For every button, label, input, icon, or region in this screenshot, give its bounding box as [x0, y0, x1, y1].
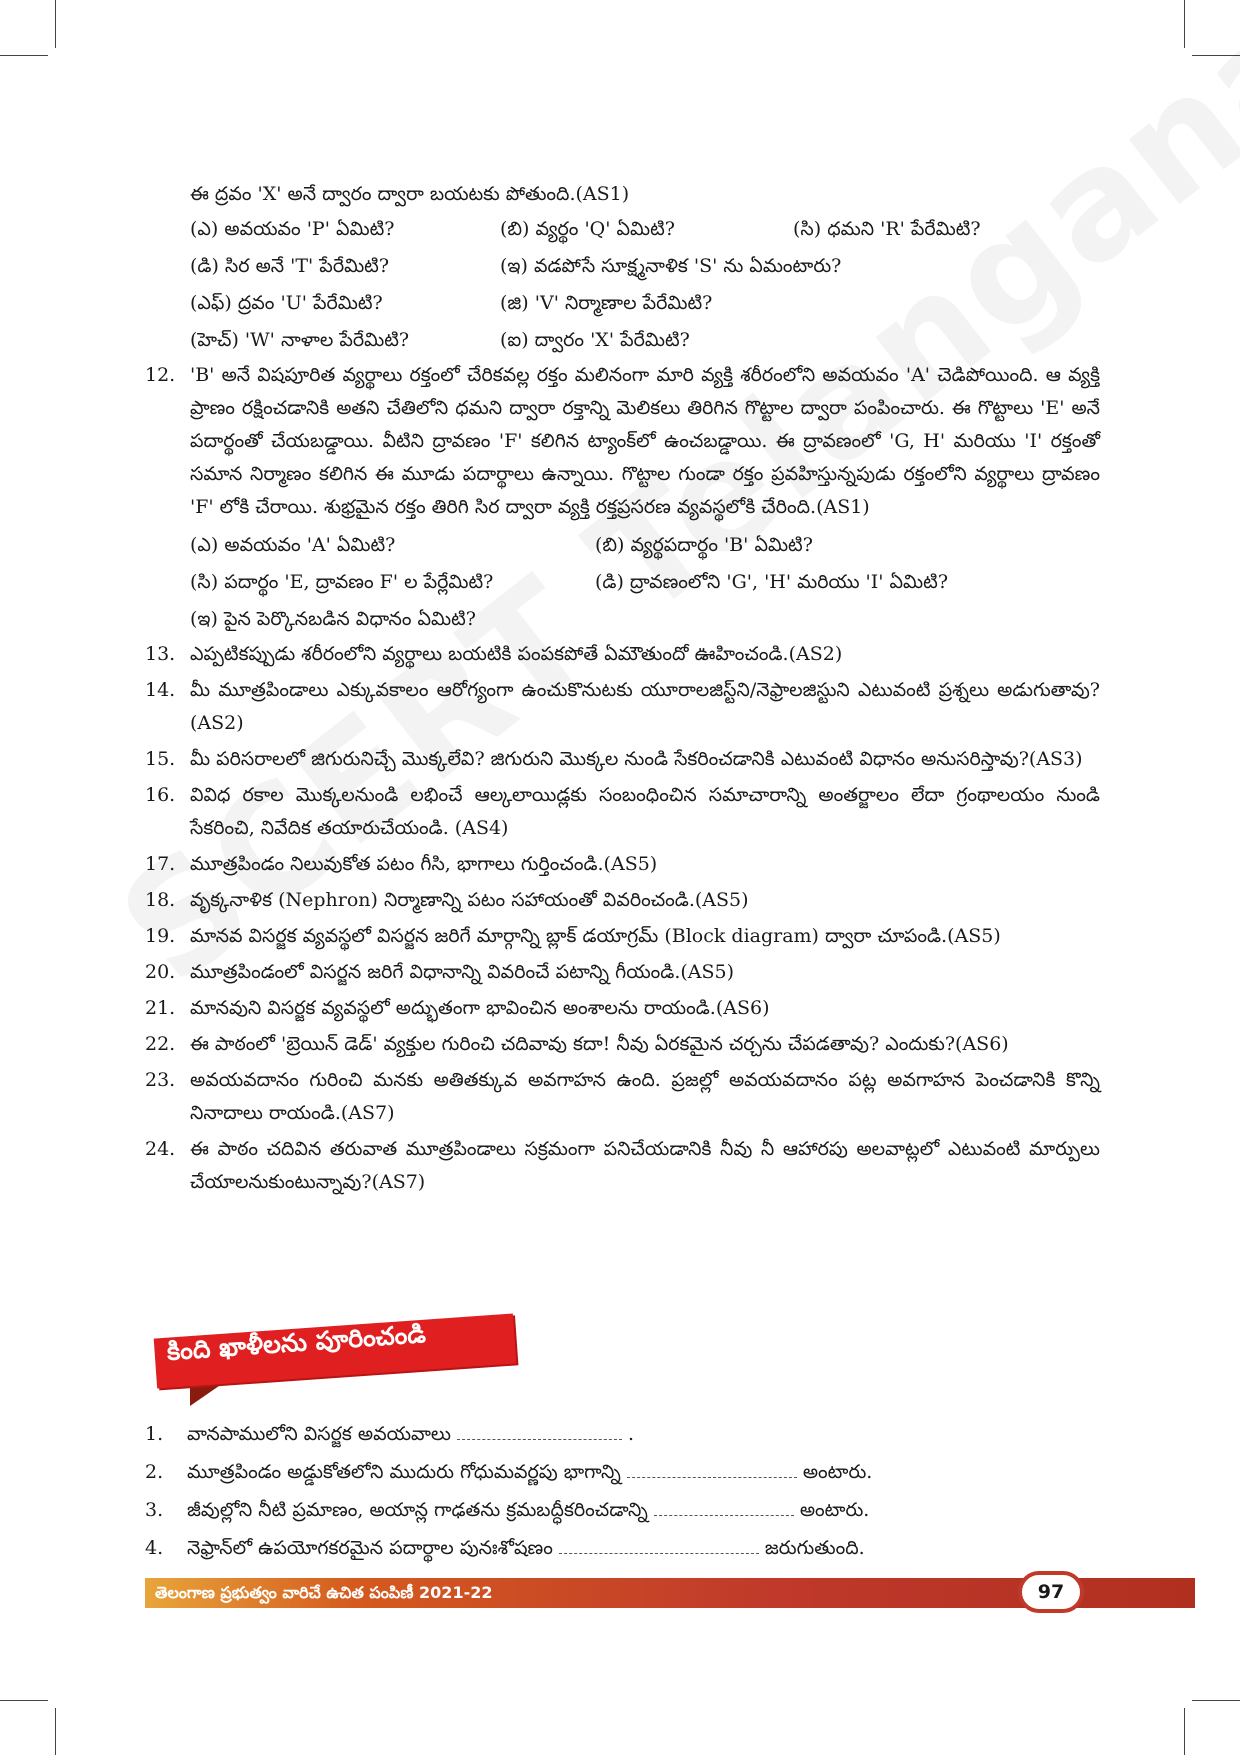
question-text: 'B' అనే విషపూరిత వ్యర్థాలు రక్తంలో చేరికవల్ల రక్తం మలినంగా మారి వ్యక్తి శరీరంలోని అవయవం 'A' చెడిపోయింది. ఆ వ్యక్తి ప్రాణం రక్షించడానికి అతని చేతిలోని ధమని ద్వారా రక్తాన్ని మెలికలు తిరిగిన గొట్టాల ద్వారా పంపించారు. ఈ గొట్టాలు 'E' అనే పదార్థంతో చేయబడ్డాయి. వీటిని ద్రావణం 'F' కలిగిన ట్యాంక్‌లో ఉంచబడ్డాయి. ఈ ద్రావణంలో 'G, H' మరియు 'I' రక్తంతో సమాన నిర్మాణం కలిగిన ఈ మూడు పదార్థాలు ఉన్నాయి. గొట్టాల గుండా రక్తం ప్రవహిస్తున్నపుడు రక్తంలోని వ్యర్థాలు ద్రావణం 'F' లోకి చేరాయి. శుభ్రమైన రక్తం తిరిగి సిర ద్వారా వ్యక్తి రక్తప్రసరణ వ్యవస్థలోకి చేరింది.(AS1) — [190, 364, 1100, 518]
question-14 — [145, 674, 1100, 740]
question-number: 18. — [145, 889, 176, 911]
item-text — [187, 1491, 869, 1529]
question-number: 16. — [145, 784, 176, 806]
question-text: వృక్కనాళిక (Nephron) నిర్మాణాన్ని పటం సహాయంతో వివరించండి.(AS5) — [190, 889, 749, 911]
text-before: జీవుల్లోని నీటి ప్రమాణం, అయాన్ల గాఢతను క్రమబద్ధీకరించడాన్ని — [187, 1499, 648, 1521]
question-23 — [145, 1064, 1100, 1130]
blank-line — [627, 1455, 797, 1478]
option: (బి) వ్యర్థపదార్థం 'B' ఏమిటి? — [595, 534, 813, 556]
item-text — [187, 1453, 872, 1491]
text-before: నెఫ్రాన్‌లో ఉపయోగకరమైన పదార్థాల పునఃశోషణం — [187, 1537, 553, 1559]
option: (సి) ధమని 'R' పేరేమిటి? — [793, 218, 981, 240]
question-number: 21. — [145, 997, 176, 1019]
question-number: 20. — [145, 961, 176, 983]
text-after: అంటారు. — [802, 1461, 873, 1483]
item-number: 1. — [145, 1423, 164, 1445]
crop-mark — [55, 1708, 56, 1755]
blank-item — [145, 1415, 1100, 1453]
q12-options-row-1 — [145, 527, 1100, 564]
item-text — [187, 1529, 865, 1567]
crop-mark — [1192, 55, 1240, 56]
crop-mark — [0, 55, 48, 56]
option: (డి) సిర అనే 'T' పేరేమిటి? — [190, 255, 390, 277]
question-15 — [145, 743, 1100, 776]
q11-options-row-3 — [145, 285, 1100, 322]
q11-options-row-2 — [145, 248, 1100, 285]
section-title: కింది ఖాళీలను పూరించండి — [166, 1319, 427, 1367]
crop-mark — [1192, 1700, 1240, 1701]
question-number: 24. — [145, 1138, 176, 1160]
question-text: ఈ పాఠంలో 'బ్రెయిన్ డెడ్' వ్యక్తుల గురించి చదివావు కదా! నీవు ఏరకమైన చర్చను చేపడతావు? ఎందుకు?(AS6) — [190, 1033, 1009, 1055]
question-text: ఎప్పటికప్పుడు శరీరంలోని వ్యర్థాలు బయటికి పంపకపోతే ఏమౌతుందో ఊహించండి.(AS2) — [190, 643, 843, 665]
question-text: అవయవదానం గురించి మనకు అతితక్కువ అవగాహన ఉంది. ప్రజల్లో అవయవదానం పట్ల అవగాహన పెంచడానికి కొన్ని నినాదాలు రాయండి.(AS7) — [190, 1069, 1100, 1124]
question-number: 19. — [145, 925, 176, 947]
item-text — [187, 1415, 634, 1453]
fill-in-the-blanks — [145, 1415, 1100, 1567]
crop-mark — [0, 1700, 48, 1701]
question-number: 12. — [145, 364, 176, 386]
question-12 — [145, 359, 1100, 524]
question-text: మానవ విసర్జక వ్యవస్థలో విసర్జన జరిగే మార్గాన్ని బ్లాక్ డయాగ్రమ్ (Block diagram) ద్వారా చూపండి.(AS5) — [190, 925, 1001, 947]
question-text: వివిధ రకాల మొక్కలనుండి లభించే ఆల్కలాయిడ్లకు సంబంధించిన సమాచారాన్ని అంతర్జాలం లేదా గ్రంథాలయం నుండి సేకరించి, నివేదిక తయారుచేయండి. (AS4) — [190, 784, 1100, 839]
question-24 — [145, 1133, 1100, 1199]
question-17 — [145, 848, 1100, 881]
footer-text: తెలంగాణ ప్రభుత్వం వారిచే ఉచిత పంపిణీ 2021-22 — [155, 1583, 493, 1602]
section-banner — [145, 1318, 545, 1408]
item-number: 4. — [145, 1537, 164, 1559]
q12-options-row-3 — [145, 601, 1100, 638]
question-number: 14. — [145, 679, 176, 701]
questions-content — [145, 178, 1100, 1202]
option: (ఎ) అవయవం 'A' ఏమిటి? — [190, 534, 396, 556]
option: (డి) ద్రావణంలోని 'G', 'H' మరియు 'I' ఏమిటి? — [595, 571, 949, 593]
text-before: మూత్రపిండం అడ్డుకోతలోని ముదురు గోధుమవర్ణపు భాగాన్ని — [187, 1461, 621, 1483]
question-number: 23. — [145, 1069, 176, 1091]
question-19 — [145, 920, 1100, 953]
option: (ఎఫ్) ద్రవం 'U' పేరేమిటి? — [190, 292, 383, 314]
option: (ఇ) వడపోసే సూక్ష్మనాళిక 'S' ను ఏమంటారు? — [500, 255, 842, 277]
option: (బి) వ్యర్థం 'Q' ఏమిటి? — [500, 218, 675, 240]
crop-mark — [1184, 1708, 1185, 1755]
q12-options-row-2 — [145, 564, 1100, 601]
blank-item — [145, 1453, 1100, 1491]
intro-line: ఈ ద్రవం 'X' అనే ద్వారం ద్వారా బయటకు పోతుంది.(AS1) — [190, 183, 630, 205]
question-number: 22. — [145, 1033, 176, 1055]
question-text: మూత్రపిండం నిలువుకోత పటం గీసి, భాగాలు గుర్తించండి.(AS5) — [190, 853, 658, 875]
blank-line — [559, 1531, 759, 1554]
question-21 — [145, 992, 1100, 1025]
q11-options-row-1 — [145, 211, 1100, 248]
question-text: మీ పరిసరాలలో జిగురునిచ్చే మొక్కలేవి? జిగురుని మొక్కల నుండి సేకరించడానికి ఎటువంటి విధానం అనుసరిస్తావు?(AS3) — [190, 748, 1083, 770]
crop-mark — [1184, 0, 1185, 48]
item-number: 2. — [145, 1461, 164, 1483]
text-after: అంటారు. — [799, 1499, 870, 1521]
text-after: . — [627, 1423, 635, 1445]
option: (ఐ) ద్వారం 'X' పేరేమిటి? — [500, 329, 690, 351]
question-16 — [145, 779, 1100, 845]
question-number: 17. — [145, 853, 176, 875]
question-text: మీ మూత్రపిండాలు ఎక్కువకాలం ఆరోగ్యంగా ఉంచుకొనుటకు యూరాలజిస్ట్‌ని/నెఫ్రాలజిస్టుని ఎటువంటి ప్రశ్నలు అడుగుతావు?(AS2) — [190, 679, 1100, 734]
question-22 — [145, 1028, 1100, 1061]
blank-item — [145, 1491, 1100, 1529]
option: (సి) పదార్థం 'E, ద్రావణం F' ల పేర్లేమిటి? — [190, 571, 494, 593]
option: (ఇ) పైన పెర్కొనబడిన విధానం ఏమిటి? — [190, 608, 476, 630]
text-before: వానపాములోని విసర్జక అవయవాలు — [187, 1423, 451, 1445]
option: (హెచ్) 'W' నాళాల పేరేమిటి? — [190, 329, 410, 351]
page-number-badge — [1018, 1571, 1084, 1613]
crop-mark — [55, 0, 56, 48]
option: (జి) 'V' నిర్మాణాల పేరేమిటి? — [500, 292, 713, 314]
question-text: మానవుని విసర్జక వ్యవస్థలో అద్భుతంగా భావించిన అంశాలను రాయండి.(AS6) — [190, 997, 770, 1019]
blank-line — [457, 1417, 622, 1440]
q11-options-row-4 — [145, 322, 1100, 359]
question-number: 13. — [145, 643, 176, 665]
option: (ఎ) అవయవం 'P' ఏమిటి? — [190, 218, 395, 240]
question-20 — [145, 956, 1100, 989]
page-number: 97 — [1037, 1581, 1065, 1603]
question-number: 15. — [145, 748, 176, 770]
blank-line — [654, 1493, 794, 1516]
text-after: జరుగుతుంది. — [764, 1537, 865, 1559]
question-18 — [145, 884, 1100, 917]
blank-item — [145, 1529, 1100, 1567]
question-text: ఈ పాఠం చదివిన తరువాత మూత్రపిండాలు సక్రమంగా పనిచేయడానికి నీవు నీ ఆహారపు అలవాట్లలో ఎటువంటి మార్పులు చేయాలనుకుంటున్నావు?(AS7) — [190, 1138, 1100, 1193]
question-13 — [145, 638, 1100, 671]
item-number: 3. — [145, 1499, 164, 1521]
question-text: మూత్రపిండంలో విసర్జన జరిగే విధానాన్ని వివరించే పటాన్ని గీయండి.(AS5) — [190, 961, 735, 983]
